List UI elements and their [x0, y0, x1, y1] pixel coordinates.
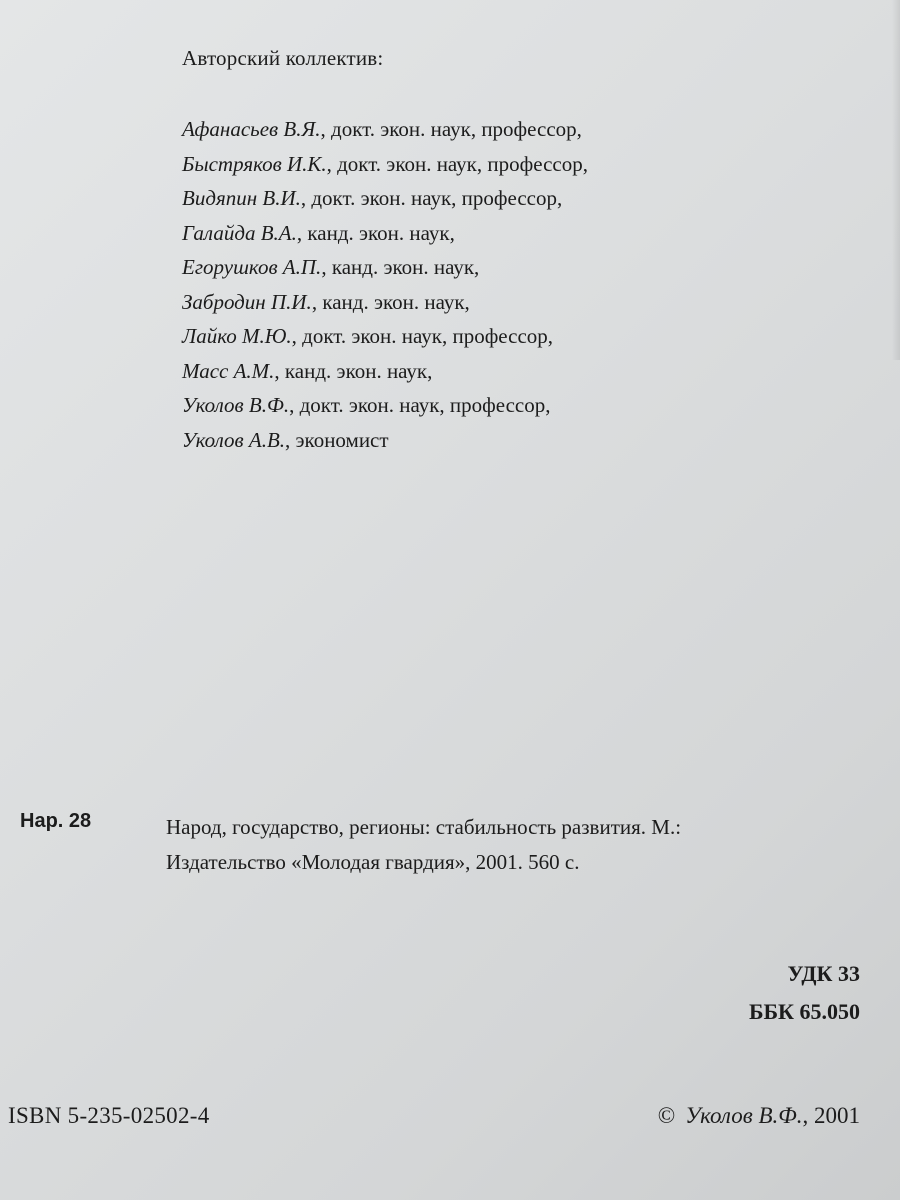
catalog-description: [166, 810, 681, 880]
udk-code: УДК 33: [787, 961, 860, 986]
author-line: [182, 285, 588, 320]
copyright-holder: Уколов В.Ф.: [685, 1103, 803, 1128]
isbn-number: ISBN 5-235-02502-4: [8, 1103, 210, 1128]
authors-list: [182, 112, 588, 457]
author-line: [182, 147, 588, 182]
copyright-year: , 2001: [802, 1103, 860, 1128]
author-line: [182, 388, 588, 423]
author-line: [182, 250, 588, 285]
copyright-notice: [658, 1103, 860, 1129]
catalog-line-2: Издательство «Молодая гвардия», 2001. 560 с.: [166, 850, 580, 874]
author-credentials: , докт. экон. наук, профессор,: [291, 324, 554, 348]
author-line: [182, 423, 588, 458]
copyright-symbol: ©: [657, 1103, 676, 1128]
author-name: Видяпин В.И.: [182, 186, 301, 210]
author-name: Афанасьев В.Я.: [182, 117, 321, 141]
author-name: Егорушков А.П.: [182, 255, 322, 279]
author-credentials: , докт. экон. наук, профессор,: [326, 151, 588, 176]
bbk-code: ББК 65.050: [748, 999, 860, 1024]
authors-heading: Авторский коллектив:: [182, 46, 384, 70]
author-name: Быстряков И.К.: [182, 151, 327, 176]
catalog-code: Нар. 28: [20, 810, 92, 832]
author-credentials: , канд. экон. наук,: [321, 255, 480, 279]
page-edge-shadow: [892, 0, 900, 360]
author-name: Уколов А.В.: [182, 427, 286, 452]
author-credentials: , докт. экон. наук, профессор,: [320, 117, 582, 141]
author-line: [182, 181, 588, 216]
author-credentials: , канд. экон. наук,: [311, 289, 470, 314]
author-line: [182, 354, 588, 389]
author-credentials: , канд. экон. наук,: [296, 220, 455, 245]
author-line: [182, 112, 588, 147]
author-name: Галайда В.А.: [182, 220, 297, 245]
classification-codes: [749, 955, 860, 1031]
author-credentials: , докт. экон. наук, профессор,: [300, 186, 563, 210]
author-credentials: , экономист: [285, 427, 389, 452]
catalog-line-1: Народ, государство, регионы: стабильность развития. М.:: [166, 815, 682, 839]
author-line: [182, 319, 588, 354]
author-name: Масс А.М.: [182, 358, 275, 383]
author-name: Забродин П.И.: [182, 289, 312, 314]
author-name: Лайко М.Ю.: [182, 324, 292, 348]
author-name: Уколов В.Ф.: [182, 393, 290, 417]
author-credentials: , канд. экон. наук,: [274, 358, 433, 383]
author-line: [182, 216, 588, 251]
author-credentials: , докт. экон. наук, профессор,: [289, 393, 551, 417]
